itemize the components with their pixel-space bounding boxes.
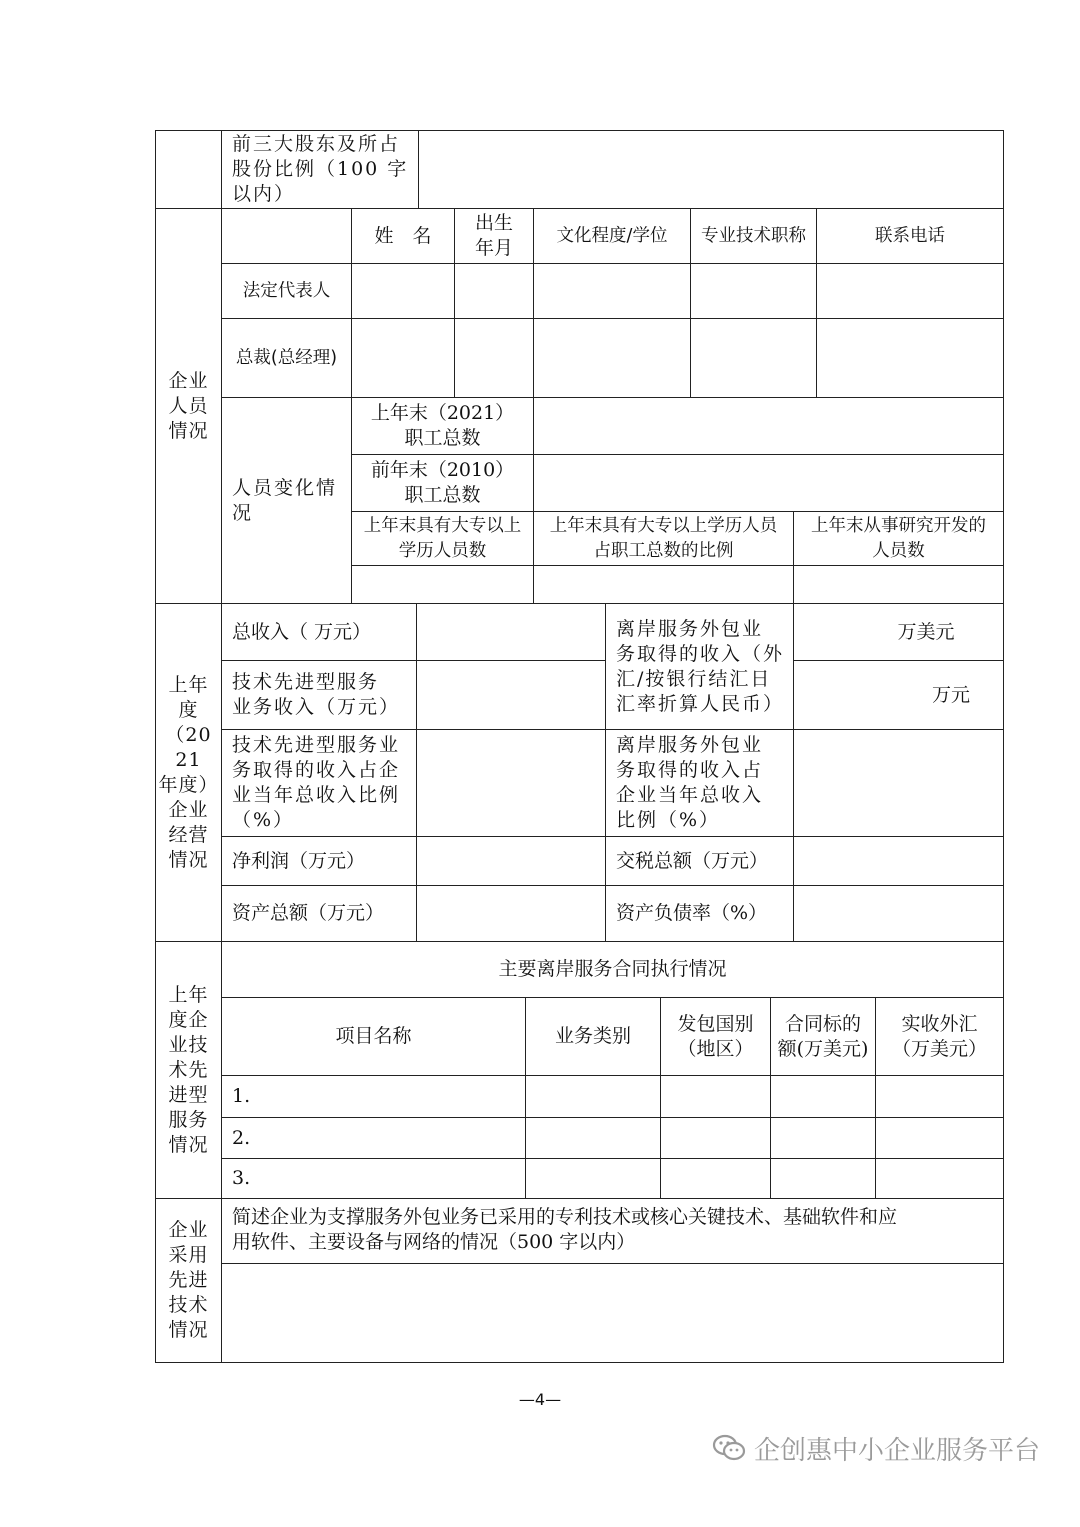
debt-ratio-label: 资产负债率（%） [605,885,794,942]
technology-prompt: 简述企业为支撑服务外包业务已采用的专利技术或核心关键技术、基础软件和应 用软件、主要设备与网络的情况（500 字以内） [221,1198,1004,1264]
total-income-value[interactable] [416,603,606,661]
legal-rep-label: 法定代表人 [221,263,352,319]
services-section-label: 上年 度企 业技 术先 进型 服务 情况 [155,941,222,1199]
table-cell[interactable] [525,1075,661,1118]
ceo-label: 总裁(总经理) [221,318,352,398]
advanced-income-value[interactable] [416,660,606,730]
offshore-income-rmb[interactable] [793,660,1004,730]
legal-rep-name[interactable] [351,263,455,319]
shareholders-label: 前三大股东及所占 股份比例（100 字 以内） [221,130,419,209]
header-birth: 出生 年月 [454,208,534,264]
table-row: 1. [221,1075,526,1118]
total-tax-label: 交税总额（万元） [605,836,794,886]
total-tax-value[interactable] [793,836,1004,886]
technology-section-label: 企业 采用 先进 技术 情况 [155,1198,222,1363]
last-year-staff-value[interactable] [533,397,1004,455]
table-cell[interactable] [660,1117,771,1159]
col-fx-received: 实收外汇 （万美元） [875,997,1004,1076]
total-income-label: 总收入（ 万元） [221,603,417,661]
ceo-birth[interactable] [454,318,534,398]
ceo-education[interactable] [533,318,691,398]
offshore-income-label: 离岸服务外包业 务取得的收入（外 汇/按银行结汇日 汇率折算人民币） [605,603,794,730]
offshore-ratio-value[interactable] [793,729,1004,837]
table-cell[interactable] [770,1117,876,1159]
table-cell[interactable] [525,1158,661,1199]
col-contract-amount: 合同标的 额(万美元) [770,997,876,1076]
header-education: 文化程度/学位 [533,208,691,264]
wechat-icon [712,1433,746,1463]
ceo-name[interactable] [351,318,455,398]
personnel-section-label: 企业 人员 情况 [155,208,222,604]
table-cell[interactable] [525,1117,661,1159]
page-number: —4— [518,1390,562,1409]
year-before-staff-label: 前年末（2010） 职工总数 [351,454,534,512]
table-row: 2. [221,1117,526,1159]
total-assets-value[interactable] [416,885,606,942]
rd-count-label: 上年末从事研究开发的 人员数 [793,511,1004,566]
rmb-unit: 万元 [931,683,970,706]
col-project-name: 项目名称 [221,997,526,1076]
technology-answer[interactable] [221,1263,1004,1363]
operations-section-label: 上年 度 （20 21 年度） 企业 经营 情况 [155,603,222,942]
col-business-type: 业务类别 [525,997,661,1076]
offshore-ratio-label: 离岸服务外包业 务取得的收入占 企业当年总收入 比例（%） [605,729,794,837]
college-ratio-label: 上年末具有大专以上学历人员 占职工总数的比例 [533,511,794,566]
header-phone: 联系电话 [816,208,1004,264]
services-title: 主要离岸服务合同执行情况 [221,941,1004,998]
header-name: 姓 名 [351,208,455,264]
table-cell[interactable] [770,1158,876,1199]
watermark-text: 企创惠中小企业服务平台 [754,1435,1041,1466]
ceo-phone[interactable] [816,318,1004,398]
advanced-income-label: 技术先进型服务 业务收入（万元） [221,660,417,730]
table-cell[interactable] [875,1117,1004,1159]
net-profit-value[interactable] [416,836,606,886]
last-year-staff-label: 上年末（2021） 职工总数 [351,397,534,455]
usd-unit: 万美元 [897,620,955,643]
advanced-ratio-value[interactable] [416,729,606,837]
table-cell[interactable] [770,1075,876,1118]
legal-rep-phone[interactable] [816,263,1004,319]
table-row: 3. [221,1158,526,1199]
ceo-title[interactable] [690,318,817,398]
net-profit-label: 净利润（万元） [221,836,417,886]
legal-rep-education[interactable] [533,263,691,319]
total-assets-label: 资产总额（万元） [221,885,417,942]
personnel-header-blank [221,208,352,264]
watermark [712,1428,1040,1468]
legal-rep-birth[interactable] [454,263,534,319]
col-country: 发包国别 （地区） [660,997,771,1076]
legal-rep-title[interactable] [690,263,817,319]
table-cell[interactable] [660,1158,771,1199]
table-cell[interactable] [875,1075,1004,1118]
college-count-value[interactable] [351,565,534,604]
shareholders-blank-cell [155,130,222,209]
rd-count-value[interactable] [793,565,1004,604]
year-before-staff-value[interactable] [533,454,1004,512]
debt-ratio-value[interactable] [793,885,1004,942]
college-count-label: 上年末具有大专以上 学历人员数 [351,511,534,566]
advanced-ratio-label: 技术先进型服务业 务取得的收入占企 业当年总收入比例 （%） [221,729,417,837]
personnel-change-label: 人员变化情 况 [221,397,352,604]
shareholders-value[interactable] [418,130,1004,209]
offshore-income-usd[interactable] [793,603,1004,661]
table-cell[interactable] [875,1158,1004,1199]
table-cell[interactable] [660,1075,771,1118]
college-ratio-value[interactable] [533,565,794,604]
header-title: 专业技术职称 [690,208,817,264]
